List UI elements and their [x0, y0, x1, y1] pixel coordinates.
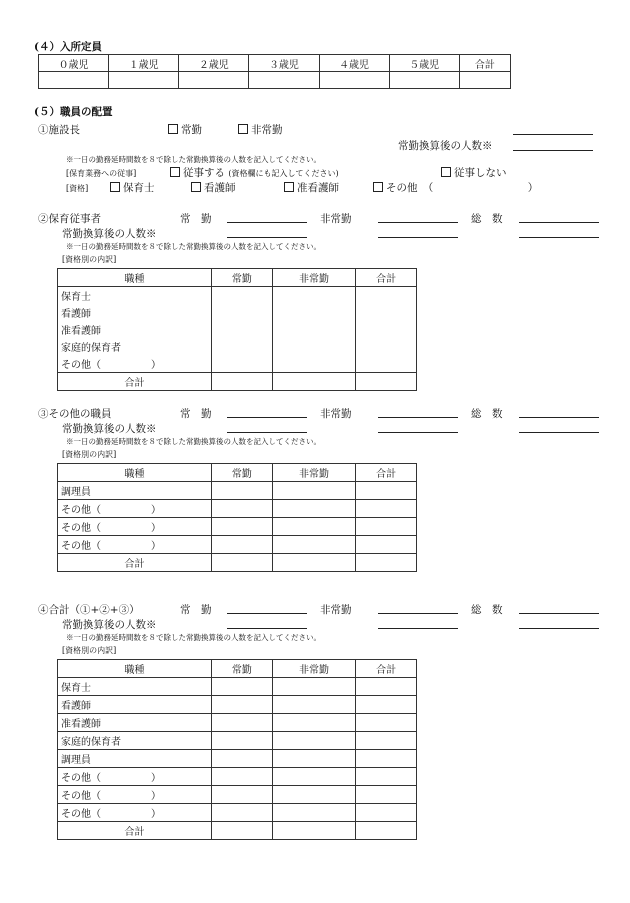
- cell[interactable]: [212, 287, 273, 373]
- cell[interactable]: [212, 373, 273, 391]
- cell[interactable]: [356, 786, 417, 804]
- cell[interactable]: [356, 732, 417, 750]
- other-breakdown: [資格別の内訳]: [62, 450, 117, 459]
- row-label: 看護師: [58, 696, 212, 714]
- capacity-heading: (４）入所定員: [34, 41, 102, 53]
- capacity-cell[interactable]: [179, 72, 249, 89]
- col-age3: ３歳児: [249, 55, 319, 72]
- capacity-cell[interactable]: [39, 72, 109, 89]
- other-table: [57, 463, 417, 572]
- checkbox-icon[interactable]: [238, 124, 248, 134]
- cell[interactable]: [212, 482, 273, 500]
- director-converted-field[interactable]: [513, 150, 593, 151]
- cell[interactable]: [356, 536, 417, 554]
- cell[interactable]: [272, 518, 355, 536]
- childcare-parttime-field[interactable]: [378, 222, 458, 223]
- other-converted-sum[interactable]: [519, 432, 599, 433]
- childcare-fulltime-label: 常 勤: [180, 213, 212, 225]
- cell[interactable]: [356, 804, 417, 822]
- cell[interactable]: [356, 500, 417, 518]
- total-breakdown: [資格別の内訳]: [62, 646, 117, 655]
- other-converted-label: 常勤換算後の人数※: [62, 423, 157, 435]
- col-total: 合計: [356, 660, 417, 678]
- childcare-converted-full[interactable]: [227, 237, 307, 238]
- col-job: 職種: [58, 464, 212, 482]
- col-full: 常勤: [212, 660, 273, 678]
- col-total: 合計: [459, 55, 510, 72]
- cell[interactable]: [272, 696, 355, 714]
- cell[interactable]: [212, 714, 273, 732]
- director-converted-label: 常勤換算後の人数※: [398, 140, 493, 152]
- director-label: ①施設長: [38, 124, 80, 136]
- checkbox-icon[interactable]: [284, 182, 294, 192]
- cell[interactable]: [356, 373, 417, 391]
- childcare-converted-part[interactable]: [378, 237, 458, 238]
- other-sum-label: 総 数: [471, 408, 503, 420]
- cell[interactable]: [272, 786, 355, 804]
- col-full: 常勤: [212, 269, 273, 287]
- cell[interactable]: [272, 554, 355, 572]
- cell[interactable]: [212, 822, 273, 840]
- total-table: [57, 659, 417, 840]
- total-converted-label: 常勤換算後の人数※: [62, 619, 157, 631]
- col-age4: ４歳児: [319, 55, 389, 72]
- total-sum-field[interactable]: [519, 613, 599, 614]
- other-fulltime-field[interactable]: [227, 417, 307, 418]
- checkbox-icon[interactable]: [373, 182, 383, 192]
- other-label: ③その他の職員: [38, 408, 112, 420]
- checkbox-icon[interactable]: [110, 182, 120, 192]
- staff-heading: (５）職員の配置: [34, 106, 113, 118]
- other-note: ※一日の勤務延時間数を８で除した常勤換算後の人数を記入してください。: [66, 437, 321, 446]
- cell[interactable]: [272, 732, 355, 750]
- cell[interactable]: [356, 750, 417, 768]
- col-part: 非常勤: [272, 660, 355, 678]
- total-fulltime-field[interactable]: [227, 613, 307, 614]
- capacity-cell[interactable]: [319, 72, 389, 89]
- cell[interactable]: [356, 678, 417, 696]
- other-parttime-field[interactable]: [378, 417, 458, 418]
- checkbox-icon[interactable]: [170, 167, 180, 177]
- row-label: 家庭的保育者: [58, 338, 212, 355]
- director-note: ※一日の勤務延時間数を８で除した常勤換算後の人数を記入してください。: [66, 155, 321, 164]
- total-parttime-field[interactable]: [378, 613, 458, 614]
- col-job: 職種: [58, 660, 212, 678]
- other-fulltime-label: 常 勤: [180, 408, 212, 420]
- row-label: その他（ ）: [58, 500, 212, 518]
- row-label: 保育士: [58, 678, 212, 696]
- checkbox-icon[interactable]: [441, 167, 451, 177]
- capacity-cell[interactable]: [109, 72, 179, 89]
- col-age0: ０歳児: [39, 55, 109, 72]
- other-parttime-label: 非常勤: [320, 408, 352, 420]
- director-fulltime-option[interactable]: 常勤: [168, 122, 202, 137]
- row-label: その他（ ）: [58, 355, 212, 373]
- col-full: 常勤: [212, 464, 273, 482]
- cell[interactable]: [212, 804, 273, 822]
- childcare-parttime-label: 非常勤: [320, 213, 352, 225]
- qual-other-option[interactable]: その他 （ ）: [373, 180, 538, 195]
- duty-yes-option[interactable]: 従事する (資格欄にも記入してください): [170, 165, 339, 180]
- total-converted-full[interactable]: [227, 628, 307, 629]
- childcare-table: [57, 268, 417, 391]
- childcare-sum-field[interactable]: [519, 222, 599, 223]
- row-label: その他（ ）: [58, 804, 212, 822]
- checkbox-icon[interactable]: [191, 182, 201, 192]
- cell[interactable]: [272, 287, 355, 373]
- row-label: その他（ ）: [58, 786, 212, 804]
- cell[interactable]: [272, 822, 355, 840]
- other-converted-part[interactable]: [378, 432, 458, 433]
- row-label: 調理員: [58, 750, 212, 768]
- row-label: 保育士: [58, 287, 212, 305]
- col-total: 合計: [356, 464, 417, 482]
- total-sum-label: 総 数: [471, 604, 503, 616]
- col-age2: ２歳児: [179, 55, 249, 72]
- qual-nurse-option[interactable]: 看護師: [191, 180, 236, 195]
- row-total-label: 合計: [58, 822, 212, 840]
- capacity-table: [38, 54, 511, 89]
- cell[interactable]: [212, 554, 273, 572]
- cell[interactable]: [272, 373, 355, 391]
- total-label: ④合計（①+②+③）: [38, 604, 140, 616]
- cell[interactable]: [356, 554, 417, 572]
- col-age5: ５歳児: [389, 55, 459, 72]
- row-label: 准看護師: [58, 714, 212, 732]
- total-note: ※一日の勤務延時間数を８で除した常勤換算後の人数を記入してください。: [66, 633, 321, 642]
- col-age1: １歳児: [109, 55, 179, 72]
- other-converted-full[interactable]: [227, 432, 307, 433]
- capacity-cell[interactable]: [389, 72, 459, 89]
- childcare-sum-label: 総 数: [471, 213, 503, 225]
- cell[interactable]: [212, 696, 273, 714]
- duty-label: [保育業務への従事]: [66, 169, 137, 178]
- col-part: 非常勤: [272, 269, 355, 287]
- cell[interactable]: [272, 804, 355, 822]
- cell[interactable]: [272, 768, 355, 786]
- row-label: その他（ ）: [58, 768, 212, 786]
- cell[interactable]: [212, 500, 273, 518]
- qual-assoc-nurse-option[interactable]: 准看護師: [284, 180, 339, 195]
- row-label: その他（ ）: [58, 536, 212, 554]
- cell[interactable]: [272, 536, 355, 554]
- childcare-label: ②保育従事者: [38, 213, 101, 225]
- cell[interactable]: [272, 714, 355, 732]
- row-total-label: 合計: [58, 554, 212, 572]
- cell[interactable]: [272, 678, 355, 696]
- row-label: 調理員: [58, 482, 212, 500]
- qual-childcare-option[interactable]: 保育士: [110, 180, 155, 195]
- cell[interactable]: [356, 768, 417, 786]
- cell[interactable]: [212, 732, 273, 750]
- total-fulltime-label: 常 勤: [180, 604, 212, 616]
- cell[interactable]: [212, 678, 273, 696]
- checkbox-icon[interactable]: [168, 124, 178, 134]
- cell[interactable]: [212, 750, 273, 768]
- col-total: 合計: [356, 269, 417, 287]
- row-total-label: 合計: [58, 373, 212, 391]
- cell[interactable]: [356, 482, 417, 500]
- cell[interactable]: [212, 518, 273, 536]
- cell[interactable]: [212, 786, 273, 804]
- cell[interactable]: [356, 518, 417, 536]
- cell[interactable]: [356, 696, 417, 714]
- director-parttime-option[interactable]: 非常勤: [238, 122, 283, 137]
- col-job: 職種: [58, 269, 212, 287]
- childcare-fulltime-field[interactable]: [227, 222, 307, 223]
- cell[interactable]: [272, 500, 355, 518]
- other-sum-field[interactable]: [519, 417, 599, 418]
- total-parttime-label: 非常勤: [320, 604, 352, 616]
- capacity-cell[interactable]: [459, 72, 510, 89]
- childcare-breakdown: [資格別の内訳]: [62, 255, 117, 264]
- capacity-cell[interactable]: [249, 72, 319, 89]
- qual-label: [資格]: [66, 184, 89, 193]
- childcare-converted-label: 常勤換算後の人数※: [62, 228, 157, 240]
- row-label: 家庭的保育者: [58, 732, 212, 750]
- total-converted-sum[interactable]: [519, 628, 599, 629]
- cell[interactable]: [356, 714, 417, 732]
- childcare-converted-sum[interactable]: [519, 237, 599, 238]
- director-line-1[interactable]: [513, 134, 593, 135]
- row-label: その他（ ）: [58, 518, 212, 536]
- cell[interactable]: [356, 287, 417, 373]
- cell[interactable]: [272, 750, 355, 768]
- cell[interactable]: [272, 482, 355, 500]
- row-label: 看護師: [58, 304, 212, 321]
- cell[interactable]: [356, 822, 417, 840]
- childcare-note: ※一日の勤務延時間数を８で除した常勤換算後の人数を記入してください。: [66, 242, 321, 251]
- row-label: 准看護師: [58, 321, 212, 338]
- duty-no-option[interactable]: 従事しない: [441, 165, 507, 180]
- col-part: 非常勤: [272, 464, 355, 482]
- cell[interactable]: [212, 768, 273, 786]
- cell[interactable]: [212, 536, 273, 554]
- total-converted-part[interactable]: [378, 628, 458, 629]
